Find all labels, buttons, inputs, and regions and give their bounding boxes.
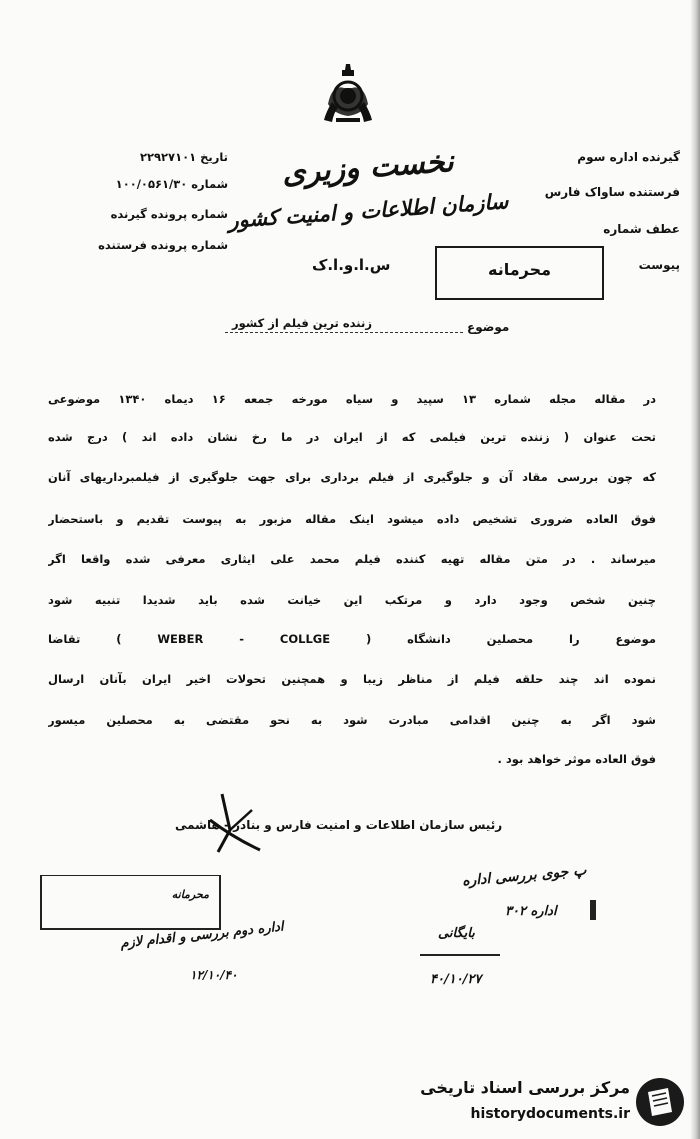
subject-text: زننده ترین فیلم از کشور [232,316,372,330]
ministry-title: نخست وزیری [280,144,455,191]
handwritten-note-right-1: پ جوی بررسی اداره [461,862,588,890]
boxed-note-text: محرمانه [171,888,209,901]
date-field: تاریخ ۲۲۹۲۷۱۰۱ [139,150,228,164]
handwritten-note-right-2: اداره ۳۰۲ [505,904,557,919]
watermark-url: historydocuments.ir [470,1106,630,1122]
subject-label: موضوع [467,320,510,334]
attachment-field: پیوست [638,258,680,272]
boxed-note [40,875,221,930]
subject-underline [225,332,463,333]
watermark [410,1074,685,1134]
body-line-2: تحت عنوان ( زننده ترین فیلمی که از ایران در ما رخ نشان داده اند ) درج شده [48,430,656,444]
handwritten-note-left-2: ۱۲/۱۰/۴۰ [190,968,238,982]
reference-field: عطف شماره [603,222,680,236]
body-line-8: نموده اند چند حلقه فیلم از مناظر زیبا و همچنین تحولات اخیر ایران بآنان ارسال [48,672,656,686]
body-line-1: در مقاله مجله شماره ۱۳ سپید و سیاه مورخه جمعه ۱۶ دیماه ۱۳۴۰ موضوعی [48,392,656,406]
body-line-5: میرساند . در متن مقاله تهیه کننده فیلم محمد علی ایثاری معرفی شده واقعا اگر [48,552,656,566]
handwritten-note-right-4: ۴۰/۱۰/۲۷ [430,972,482,987]
body-line-9: شود اگر به چنین اقدامی مبادرت شود به نحو مقتضی به محصلین میسور [48,713,656,727]
handwritten-note-right-3: بایگانی [438,926,475,941]
ink-stroke [420,954,500,956]
recipient-file-number: شماره پرونده گیرنده [110,207,228,221]
watermark-title: مرکز بررسی اسناد تاریخی [420,1078,630,1097]
body-line-3: که چون بررسی مقاد آن و جلوگیری از فیلم برداری برای جهت جلوگیری از فیلمبرداریهای آنان [48,470,656,484]
confidential-stamp [435,246,604,300]
sender-field: فرستنده ساواک فارس [544,185,680,199]
signatory-title: رئیس سازمان اطلاعات و امنیت فارس و بنادر - هاشمی [175,818,503,832]
sender-file-number: شماره پرونده فرستنده [98,238,228,252]
recipient-field: گیرنده اداره سوم [577,150,680,164]
body-line-4: فوق العاده ضروری تشخیص داده میشود اینک مقاله مزبور به پیوست تقدیم و باستحضار [48,512,656,526]
document-archive-logo-icon [634,1076,686,1128]
body-line-6: چنین شخص وجود دارد و مرتکب این خیانت شده باید شدیدا تنبیه شود [48,593,656,607]
ink-stroke [590,900,596,920]
handwritten-note-left-1: اداره دوم بررسی و اقدام لازم [119,919,285,952]
organization-code: س.ا.و.ا.ک [312,256,391,274]
body-line-7: موضوع را محصلین دانشگاه ( WEBER - COLLGE ) تقاضا [48,632,656,646]
organization-title: سازمان اطلاعات و امنیت کشور [227,188,509,233]
confidential-stamp-text: محرمانه [487,260,551,279]
lion-and-sun-emblem-icon [318,62,378,128]
number-field: شماره ۱۰۰/۰۵۶۱/۳۰ [115,177,228,191]
body-line-10: فوق العاده موثر خواهد بود . [497,752,656,766]
scan-edge [690,0,700,1139]
